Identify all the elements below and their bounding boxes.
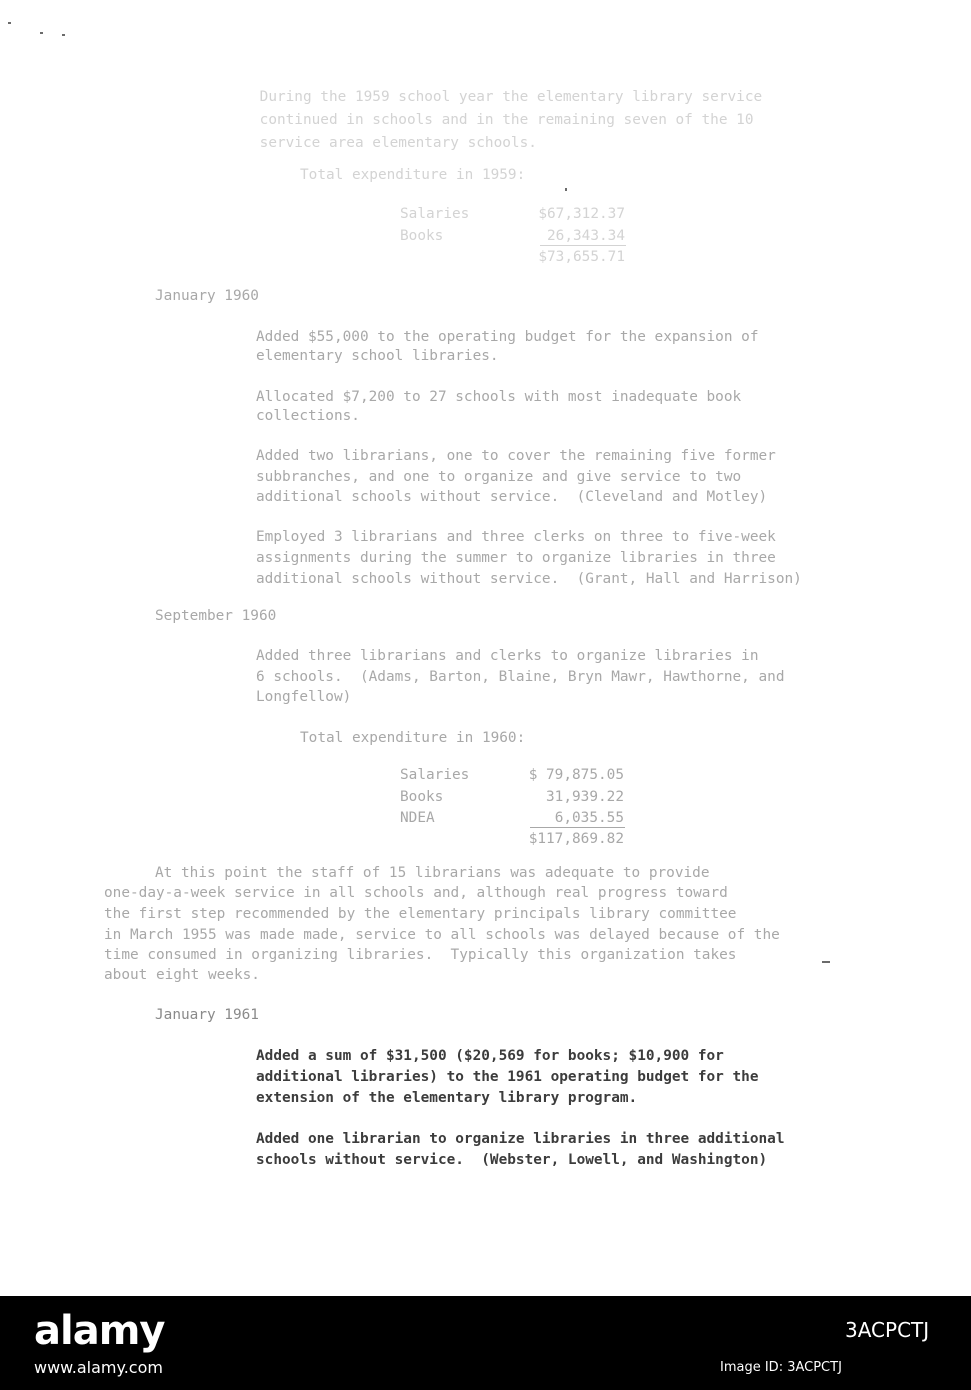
total-1959-label: Total expenditure in 1959: (300, 167, 526, 183)
text-line: assignments during the summer to organize libraries in three (256, 550, 776, 566)
text-line: Added $55,000 to the operating budget for the expansion of (256, 329, 759, 345)
table-label: Books (400, 789, 444, 805)
heading-january-1961: January 1961 (155, 1007, 259, 1023)
scan-speck (822, 961, 830, 963)
text-line: additional libraries) to the 1961 operating budget for the (256, 1069, 759, 1085)
scan-speck (565, 188, 567, 191)
text-line: additional schools without service. (Grant, Hall and Harrison) (256, 571, 802, 587)
table-value: $67,312.37 (538, 206, 625, 222)
text-line: time consumed in organizing libraries. Typically this organization takes (104, 947, 737, 963)
text-line: Added three librarians and clerks to organize libraries in (256, 648, 759, 664)
text-line: one-day-a-week service in all schools and, although real progress toward (104, 885, 728, 901)
table-value: $ 79,875.05 (528, 767, 624, 783)
text-line: the first step recommended by the elementary principals library committee (104, 906, 737, 922)
sum-rule (530, 827, 625, 828)
scan-speck (40, 32, 43, 34)
stock-footer-bar (0, 1296, 971, 1390)
text-line: collections. (256, 408, 360, 424)
footer-meta: Image ID: 3ACPCTJ (720, 1360, 842, 1375)
text-line: At this point the staff of 15 librarians was adequate to provide (155, 865, 710, 881)
text-line: additional schools without service. (Cleveland and Motley) (256, 489, 768, 505)
scan-speck (62, 34, 65, 36)
table-value: 31,939.22 (546, 789, 624, 805)
heading-january-1960: January 1960 (155, 288, 259, 304)
text-line: Allocated $7,200 to 27 schools with most inadequate book (256, 389, 742, 405)
text-line: continued in schools and in the remaining seven of the 10 (225, 112, 754, 128)
table-value: 6,035.55 (554, 810, 624, 826)
text-line: 6 schools. (Adams, Barton, Blaine, Bryn Mawr, Hawthorne, and (256, 669, 785, 685)
table-value: 26,343.34 (547, 228, 625, 244)
total-1960-label: Total expenditure in 1960: (300, 730, 526, 746)
text-line: Longfellow) (256, 689, 352, 705)
text-line: extension of the elementary library program. (256, 1090, 638, 1106)
table-total: $117,869.82 (528, 831, 624, 847)
text-line: in March 1955 was made made, service to all schools was delayed because of the (104, 927, 780, 943)
footer-url: www.alamy.com (34, 1358, 163, 1377)
text-line: Added a sum of $31,500 ($20,569 for books; $10,900 for (256, 1048, 724, 1064)
table-label: NDEA (400, 810, 435, 826)
image-id: 3ACPCTJ (845, 1318, 930, 1342)
text-line: subbranches, and one to organize and give service to two (256, 469, 742, 485)
text-line: about eight weeks. (104, 967, 260, 983)
text-line: schools without service. (Webster, Lowell, and Washington) (256, 1152, 768, 1168)
text-line: Added two librarians, one to cover the remaining five former (256, 448, 776, 464)
table-label: Books (400, 228, 444, 244)
table-label: Salaries (400, 206, 470, 222)
alamy-logo: alamy (34, 1308, 165, 1354)
heading-september-1960: September 1960 (155, 608, 277, 624)
text-line: Added one librarian to organize libraries in three additional (256, 1131, 785, 1147)
scan-speck (8, 22, 11, 24)
text-line: elementary school libraries. (256, 348, 499, 364)
text-line: service area elementary schools. (225, 135, 537, 151)
text-line: Employed 3 librarians and three clerks on three to five-week (256, 529, 776, 545)
sum-rule (540, 245, 626, 246)
text-line: During the 1959 school year the elementary library service (225, 89, 763, 105)
table-total: $73,655.71 (538, 249, 625, 265)
table-label: Salaries (400, 767, 470, 783)
